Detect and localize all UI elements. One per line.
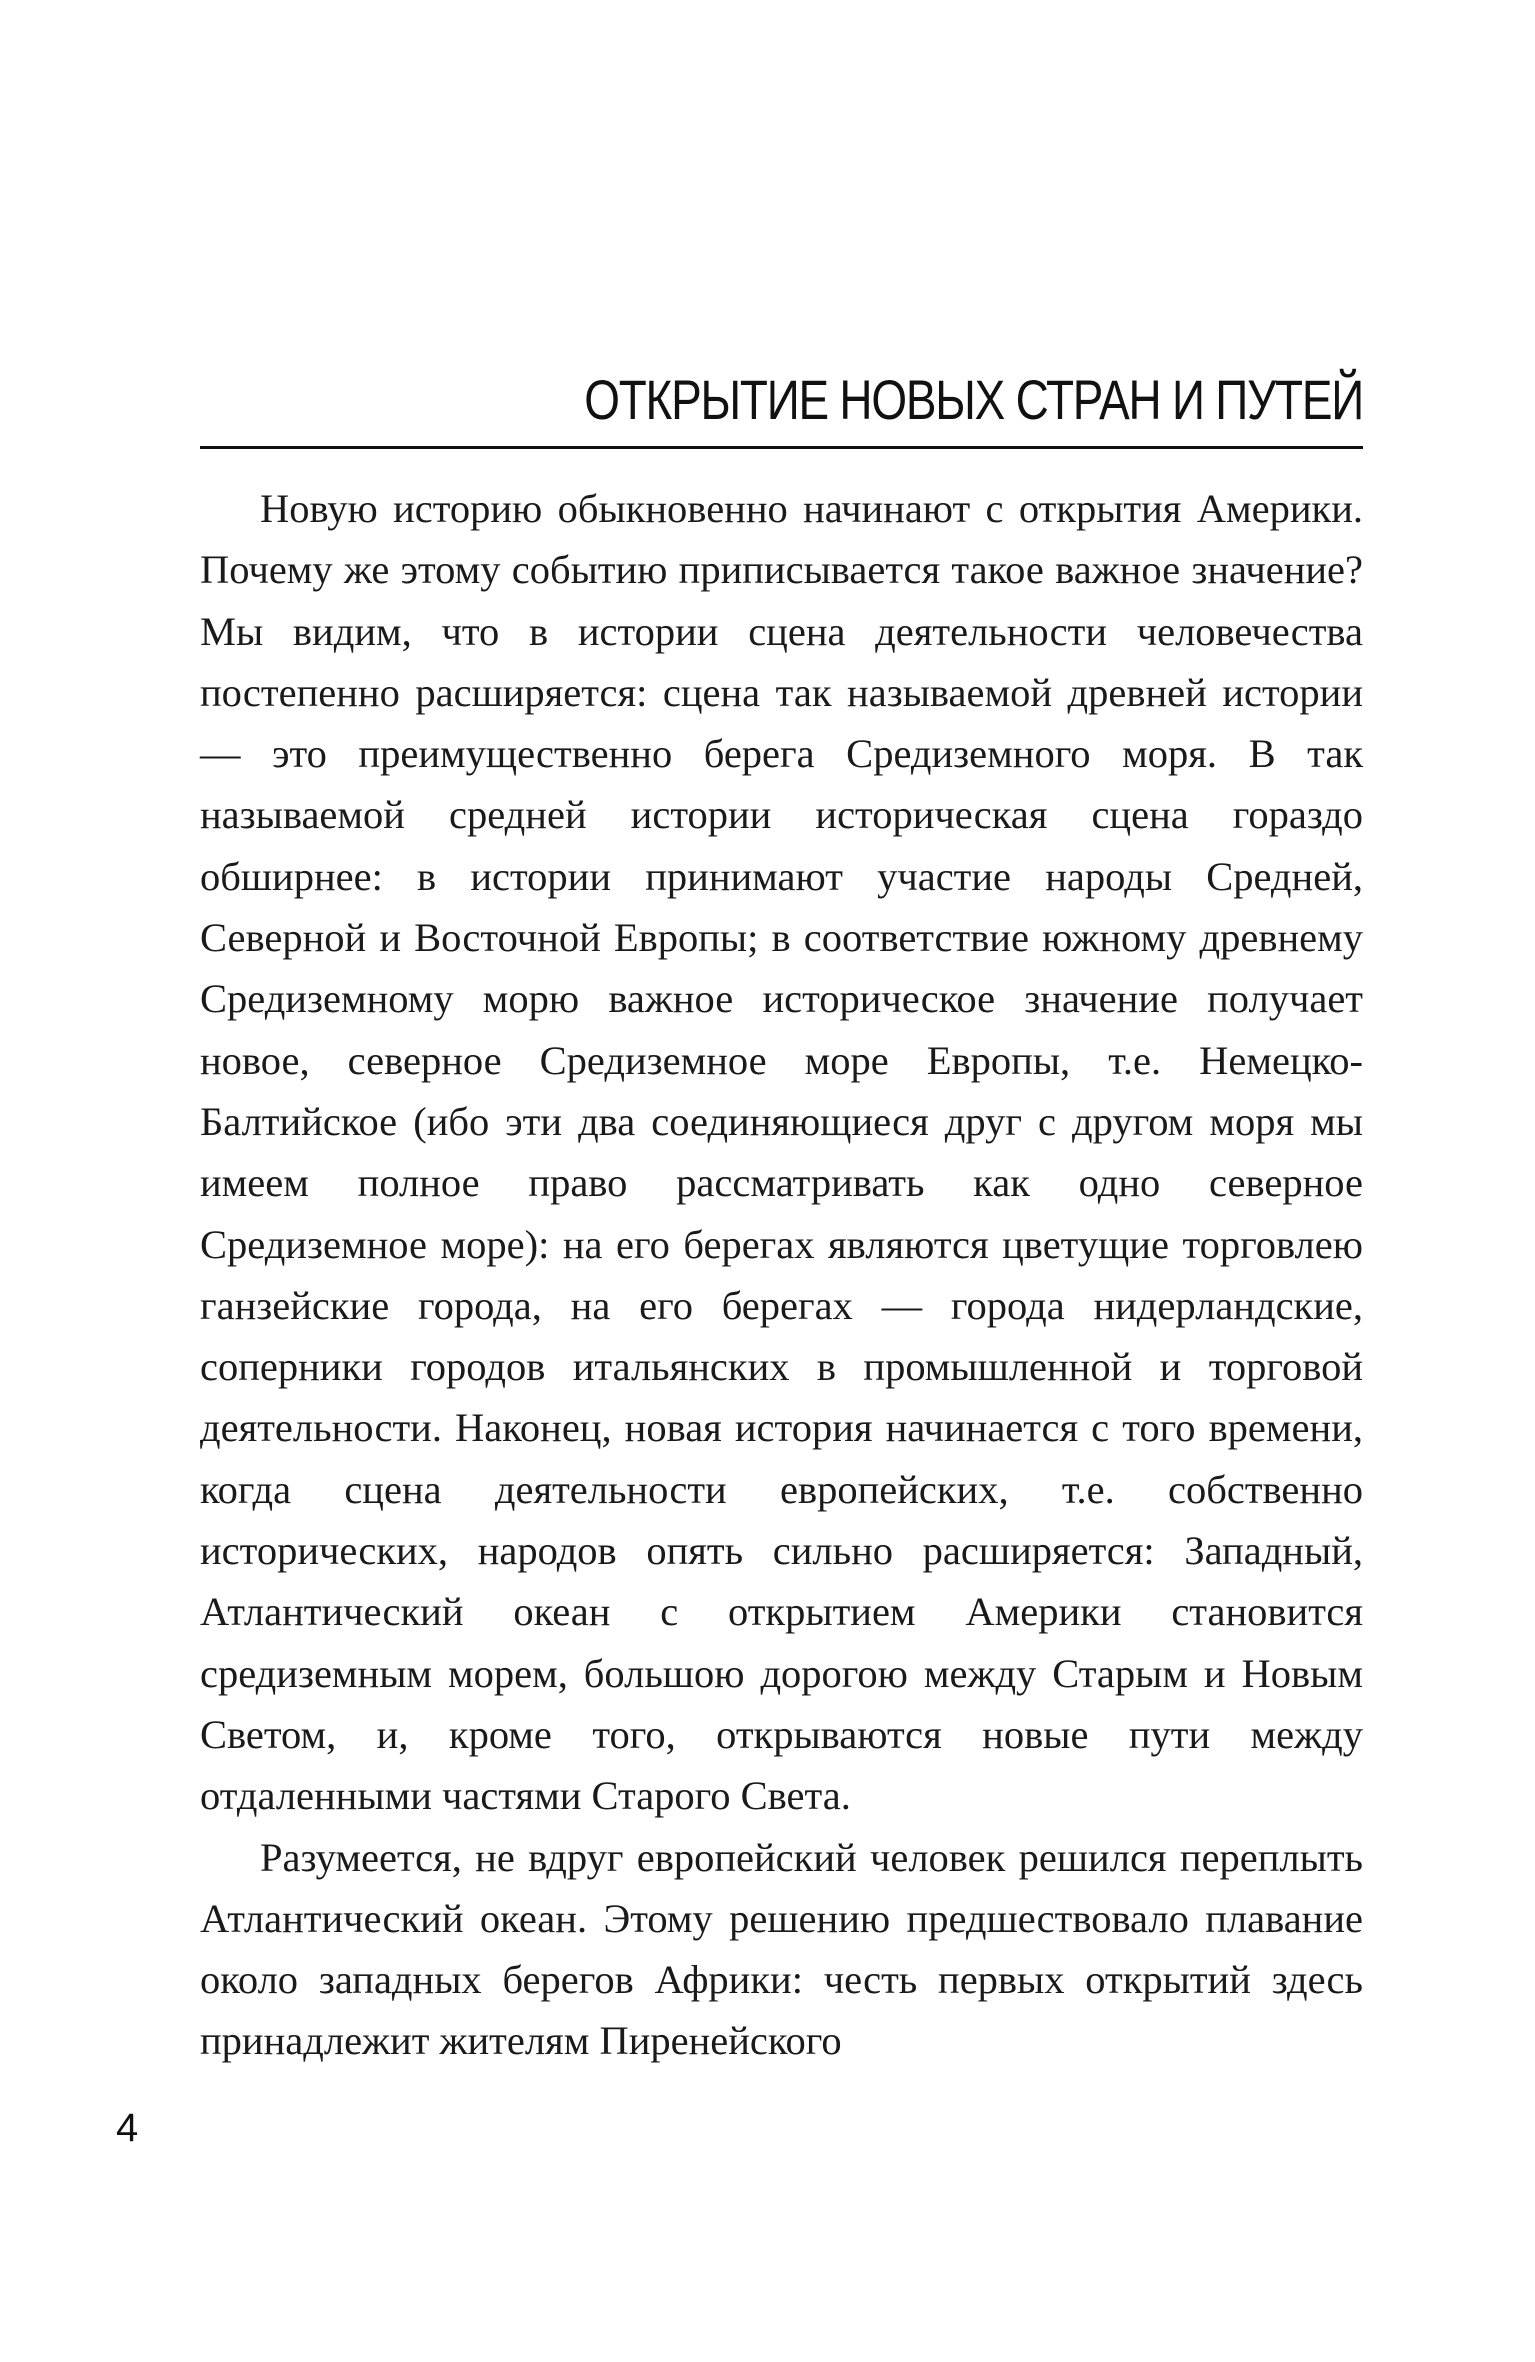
- body-text: [200, 478, 1363, 2072]
- paragraph-2: Разумеется, не вдруг европейский человек решился переплыть Атлантический океан. Этому решению предшествовало плавание около западных берегов Африки: честь первых открытий здесь принадлежит жителям Пиренейского: [200, 1834, 1363, 2064]
- paragraph-1: Новую историю обыкновенно начинают с открытия Америки. Почему же этому событию приписывается такое важное значение? Мы видим, что в истории сцена деятельности человечества постепенно расширяется: сцена так называемой древней истории — это преимущественно берега Средиземного моря. В так называемой средней истории историческая сцена гораздо обширнее: в истории принимают участие народы Средней, Северной и Восточной Европы; в соответствие южному древнему Средиземному морю важное историческое значение получает новое, северное Средиземное море Европы, т.е. Немецко-Балтийское (ибо эти два соединяющиеся друг с другом моря мы имеем полное право рассматривать как одно северное Средиземное море): на его берегах являются цветущие торговлею ганзейские города, на его берегах — города нидерландские, соперники городов итальянских в промышленной и торговой деятельности. Наконец, новая история начинается с того времени, когда сцена деятельности европейских, т.е. собственно исторических, народов опять сильно расширяется: Западный, Атлантический океан с открытием Америки становится средиземным морем, большою дорогою между Старым и Новым Светом, и, кроме того, открываются новые пути между отдаленными частями Старого Света.: [200, 486, 1363, 1819]
- chapter-header: [200, 368, 1363, 449]
- chapter-title: ОТКРЫТИЕ НОВЫХ СТРАН И ПУТЕЙ: [584, 368, 1363, 431]
- chapter-title-rule: [200, 446, 1363, 449]
- page-number: 4: [116, 2106, 139, 2150]
